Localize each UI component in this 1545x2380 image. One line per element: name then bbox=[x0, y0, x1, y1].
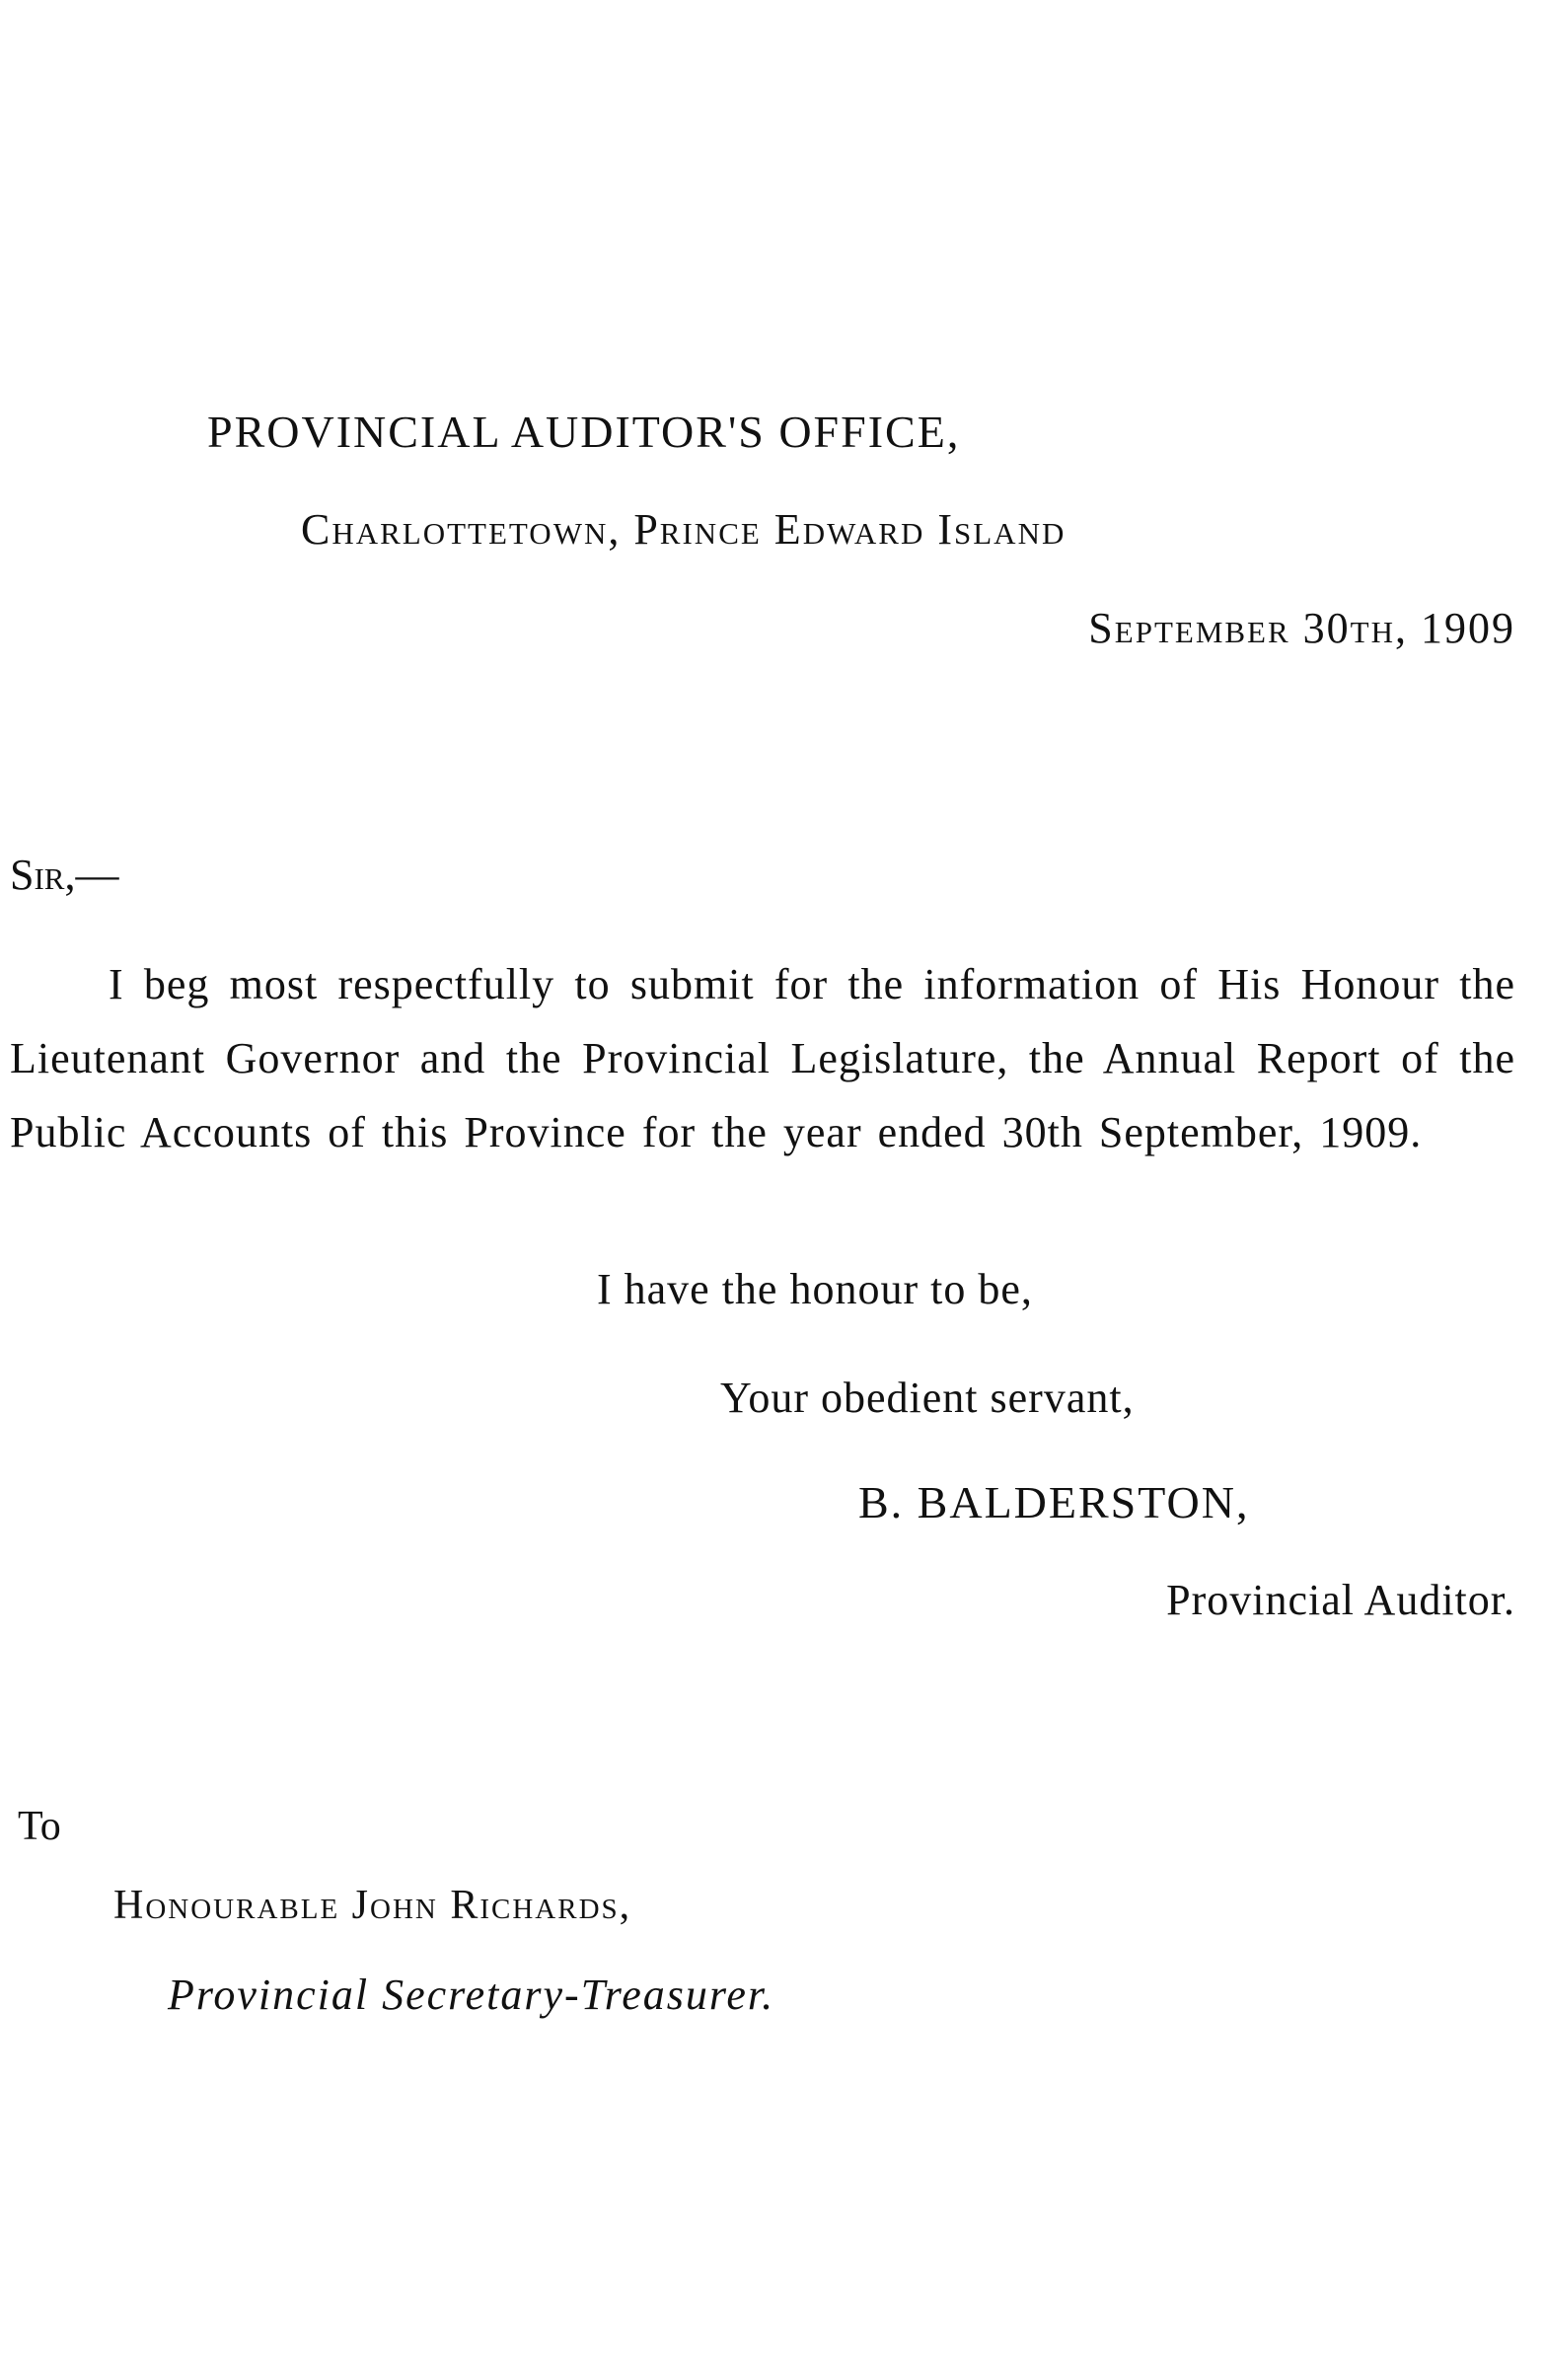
addressee-name: Honourable John Richards, bbox=[113, 1883, 632, 1928]
office-heading: PROVINCIAL AUDITOR'S OFFICE, bbox=[207, 407, 961, 457]
addressee-title: Provincial Secretary-Treasurer. bbox=[168, 1971, 775, 2019]
office-location: Charlottetown, Prince Edward Island bbox=[301, 505, 1067, 554]
signatory-name: B. BALDERSTON, bbox=[858, 1477, 1250, 1527]
closing-line: I have the honour to be, bbox=[597, 1265, 1033, 1313]
salutation: Sir,— bbox=[10, 851, 119, 899]
to-label: To bbox=[18, 1804, 61, 1849]
letter-date: September 30th, 1909 bbox=[1088, 604, 1515, 652]
signatory-title: Provincial Auditor. bbox=[1166, 1576, 1515, 1624]
letter-body: I beg most respectfully to submit for the information of His Honour the Lieutenant Governor and the Provincial Legislature, the Annual Report of the Public Accounts of this Province for the year ended 30th September, 1909. bbox=[10, 960, 1515, 1156]
valediction: Your obedient servant, bbox=[720, 1374, 1135, 1422]
